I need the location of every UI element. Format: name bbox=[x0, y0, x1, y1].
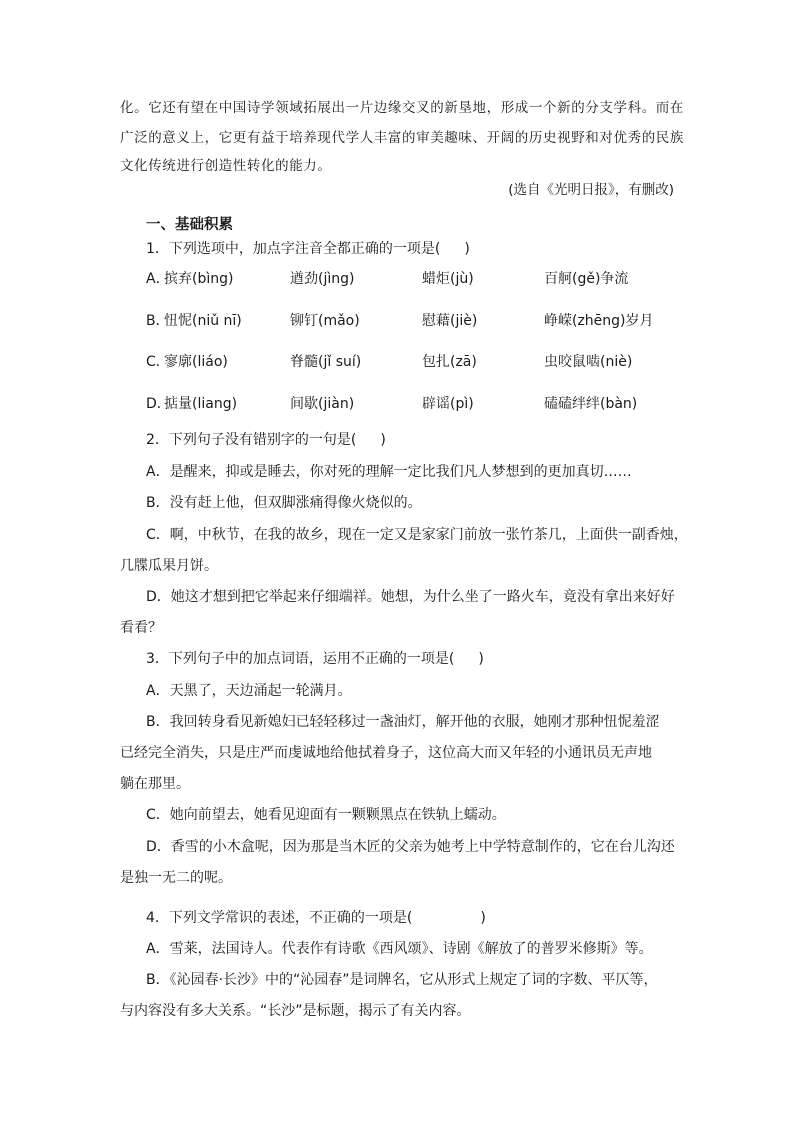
q3-option-c: C．她向前望去，她看见迎面有一颗颗黑点在铁轨上蠕动。 bbox=[146, 807, 506, 823]
q3-option-d-cont: 是独一无二的呢。 bbox=[120, 870, 232, 886]
q2-option-c-cont: 几牒瓜果月饼。 bbox=[120, 558, 218, 574]
q3-option-a: A．天黑了，天边涌起一轮满月。 bbox=[146, 683, 352, 699]
q2-option-c: C．啊，中秋节，在我的故乡，现在一定又是家家门前放一张竹茶几，上面供一副香烛， bbox=[146, 527, 688, 543]
question-1-stem: 1．下列选项中，加点字注音全都正确的一项是( bbox=[146, 241, 441, 257]
q2-option-d-cont: 看看？ bbox=[120, 620, 162, 636]
question-1: 1．下列选项中，加点字注音全都正确的一项是( ) bbox=[146, 241, 470, 257]
q3-option-d: D．香雪的小木盒呢，因为那是当木匠的父亲为她考上中学特意制作的，它在台儿沟还 bbox=[146, 839, 675, 855]
q2-option-a: A．是醒来，抑或是睡去，你对死的理解一定比我们凡人梦想到的更加真切…… bbox=[146, 464, 632, 480]
q4-option-a: A．雪莱，法国诗人。代表作有诗歌《西风颂》、诗剧《解放了的普罗米修斯》等。 bbox=[146, 941, 653, 957]
question-3: 3．下列句子中的加点词语，运用不正确的一项是( ) bbox=[146, 651, 484, 667]
question-4: 4．下列文学常识的表述，不正确的一项是( ) bbox=[146, 910, 486, 926]
source-note: (选自《光明日报》，有删改) bbox=[508, 182, 674, 198]
q2-option-b: B．没有赶上他，但双脚涨痛得像火烧似的。 bbox=[146, 495, 422, 511]
question-4-stem: 4．下列文学常识的表述，不正确的一项是( bbox=[146, 910, 413, 926]
document-page: 化。它还有望在中国诗学领域拓展出一片边缘交叉的新垦地，形成一个新的分支学科。而在 广泛的意义上，它更有益于培养现代学人丰富的审美趣味、开阔的历史视野和对优秀的民族 文化传统进行创造性转化的能力。 (选自《光明日报》，有删改) 一、基础积累 1．下列选项中，加点字注音全都正确的一项是( ) A． 摈弃(bìng) 遒劲(jìng) 蜡炬(jù) 百舸(gě)争流 B． 忸怩(niǔ nī) 铆钉(mǎo) 慰藉(jiè) 峥嵘(zhēng)岁月 C． 寥廓(liáo) 脊髓(jǐ suí) 包扎(zā) 虫咬鼠啮(niè) D． 掂量(liang) 间歇(jiàn) 辟谣(pì) 磕磕绊绊(bàn) 2．下列句子没有错别字的一句是( ) A．是醒来，抑或是睡去，你对死的理解一定比我们凡人梦想到的更加真切…… B．没有赶上他，但双脚涨痛得像火烧似的。 C．啊，中秋节，在我的故乡，现在一定又是家家门前放一张竹茶几，上面供一副香烛， 几牒瓜果月饼。 D．她这才想到把它举起来仔细端祥。她想，为什么坐了一路火车，竟没有拿出来好好 看看？ 3．下列句子中的加点词语，运用不正确的一项是( ) A．天黑了，天边涌起一轮满月。 B．我回转身看见新媳妇已轻轻移过一盏油灯，解开他的衣服，她刚才那种忸怩羞涩 已经完全消失，只是庄严而虔诚地给他拭着身子，这位高大而又年轻的小通讯员无声地 躺在那里。 C．她向前望去，她看见迎面有一颗颗黑点在铁轨上蠕动。 D．香雪的小木盒呢，因为那是当木匠的父亲为她考上中学特意制作的，它在台儿沟还 是独一无二的呢。 4．下列文学常识的表述，不正确的一项是( ) A．雪莱，法国诗人。代表作有诗歌《西风颂》、诗剧《解放了的普罗米修斯》等。 B．《沁园春·长沙》中的“沁园春”是词牌名，它从形式上规定了词的字数、平仄等， 与内容没有多大关系。“长沙”是标题，揭示了有关内容。 bbox=[0, 0, 794, 1123]
intro-line-3: 文化传统进行创造性转化的能力。 bbox=[120, 158, 332, 174]
q4-option-b-cont: 与内容没有多大关系。“长沙”是标题，揭示了有关内容。 bbox=[120, 1003, 471, 1019]
question-2-stem: 2．下列句子没有错别字的一句是( bbox=[146, 432, 357, 448]
q4-option-b: B．《沁园春·长沙》中的“沁园春”是词牌名，它从形式上规定了词的字数、平仄等， bbox=[146, 972, 658, 988]
question-3-stem: 3．下列句子中的加点词语，运用不正确的一项是( bbox=[146, 651, 455, 667]
section-heading: 一、基础积累 bbox=[146, 217, 233, 233]
question-2: 2．下列句子没有错别字的一句是( ) bbox=[146, 432, 386, 448]
q3-option-b-cont-2: 躺在那里。 bbox=[120, 776, 190, 792]
intro-line-1: 化。它还有望在中国诗学领域拓展出一片边缘交叉的新垦地，形成一个新的分支学科。而在 bbox=[120, 100, 684, 116]
intro-line-2: 广泛的意义上，它更有益于培养现代学人丰富的审美趣味、开阔的历史视野和对优秀的民族 bbox=[120, 130, 684, 146]
q3-option-b-cont-1: 已经完全消失，只是庄严而虔诚地给他拭着身子，这位高大而又年轻的小通讯员无声地 bbox=[120, 745, 652, 761]
q3-option-b: B．我回转身看见新媳妇已轻轻移过一盏油灯，解开他的衣服，她刚才那种忸怩羞涩 bbox=[146, 714, 660, 730]
q2-option-d: D．她这才想到把它举起来仔细端祥。她想，为什么坐了一路火车，竟没有拿出来好好 bbox=[146, 589, 675, 605]
